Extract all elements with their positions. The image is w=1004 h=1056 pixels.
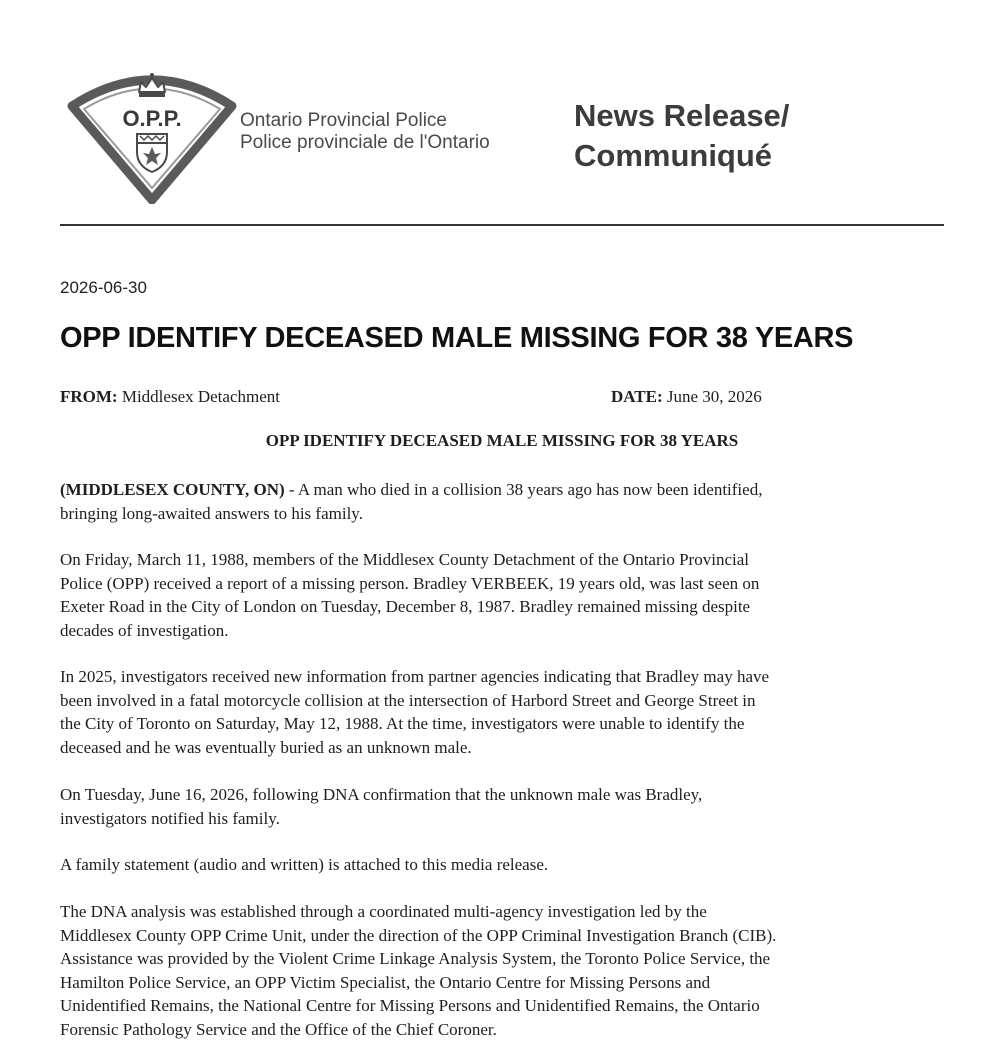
paragraph-line: Assistance was provided by the Violent Crime Linkage Analysis System, the Toronto Police Service, the (60, 949, 771, 968)
release-date: 2026-06-30 (60, 278, 147, 297)
paragraph-line: deceased and he was eventually buried as an unknown male. (60, 737, 472, 757)
headline: OPP IDENTIFY DECEASED MALE MISSING FOR 38 YEARS (60, 322, 854, 354)
paragraph-line: Hamilton Police Service, an OPP Victim Specialist, the Ontario Centre for Missing Persons and (60, 972, 711, 992)
opp-badge-logo (66, 62, 238, 204)
paragraph-line: Exeter Road in the City of London on Tuesday, December 8, 1987. Bradley remained missing despite (60, 597, 751, 616)
release-type-line1: News Release/ (574, 98, 790, 133)
paragraph-line: decades of investigation. (60, 620, 229, 640)
agency-name-en: Ontario Provincial Police (240, 110, 447, 131)
paragraph-background (60, 548, 950, 642)
paragraph-line: investigators notified his family. (60, 808, 280, 828)
from-value: Middlesex Detachment (121, 387, 280, 406)
header-divider (60, 224, 944, 226)
paragraph-line: The DNA analysis was established through a coordinated multi-agency investigation led by the (60, 902, 707, 921)
paragraph-line: the City of Toronto on Saturday, May 12, 1988. At the time, investigators were unable to identify the (60, 714, 745, 733)
date-label: DATE: (611, 387, 663, 406)
dateline: (MIDDLESEX COUNTY, ON) (60, 480, 285, 499)
paragraph-line: On Tuesday, June 16, 2026, following DNA confirmation that the unknown male was Bradley, (60, 785, 703, 804)
paragraph-line: Forensic Pathology Service and the Office of the Chief Coroner. (60, 1019, 497, 1039)
paragraph-text: - A man who died in a collision 38 years ago has now been identified, (284, 480, 763, 499)
paragraph-dna-confirmation (60, 783, 950, 830)
release-type-line2: Communiqué (574, 138, 773, 173)
paragraph-line: Unidentified Remains, the National Centre for Missing Persons and Unidentified Remains, the Ontario (60, 996, 760, 1015)
paragraph-investigation (60, 900, 950, 1041)
release-type (574, 96, 789, 176)
paragraph-intro (60, 478, 950, 525)
paragraph-new-information (60, 665, 950, 759)
paragraph-line (60, 478, 950, 502)
paragraph-line: Police (OPP) received a report of a missing person. Bradley VERBEEK, 19 years old, was last seen on (60, 573, 760, 593)
paragraph-line: A family statement (audio and written) is attached to this media release. (60, 855, 549, 874)
paragraph-line: In 2025, investigators received new information from partner agencies indicating that Bradley may have (60, 667, 770, 686)
paragraph-line: Middlesex County OPP Crime Unit, under the direction of the OPP Criminal Investigation Branch (CIB). (60, 925, 777, 945)
paragraph-line: On Friday, March 11, 1988, members of the Middlesex County Detachment of the Ontario Provincial (60, 550, 749, 569)
paragraph-line: been involved in a fatal motorcycle collision at the intersection of Harbord Street and George Street in (60, 690, 756, 710)
logo-text: O.P.P. (122, 106, 182, 131)
date-line (611, 385, 762, 409)
subheadline: OPP IDENTIFY DECEASED MALE MISSING FOR 38 YEARS (265, 431, 739, 450)
agency-name (240, 110, 490, 154)
from-line (60, 385, 280, 409)
date-value: June 30, 2026 (666, 387, 762, 406)
paragraph-family-statement (60, 853, 950, 877)
agency-name-fr: Police provinciale de l'Ontario (240, 132, 490, 153)
ontario-shield-icon (137, 134, 167, 172)
from-label: FROM: (60, 387, 118, 406)
paragraph-line: bringing long-awaited answers to his family. (60, 503, 363, 523)
